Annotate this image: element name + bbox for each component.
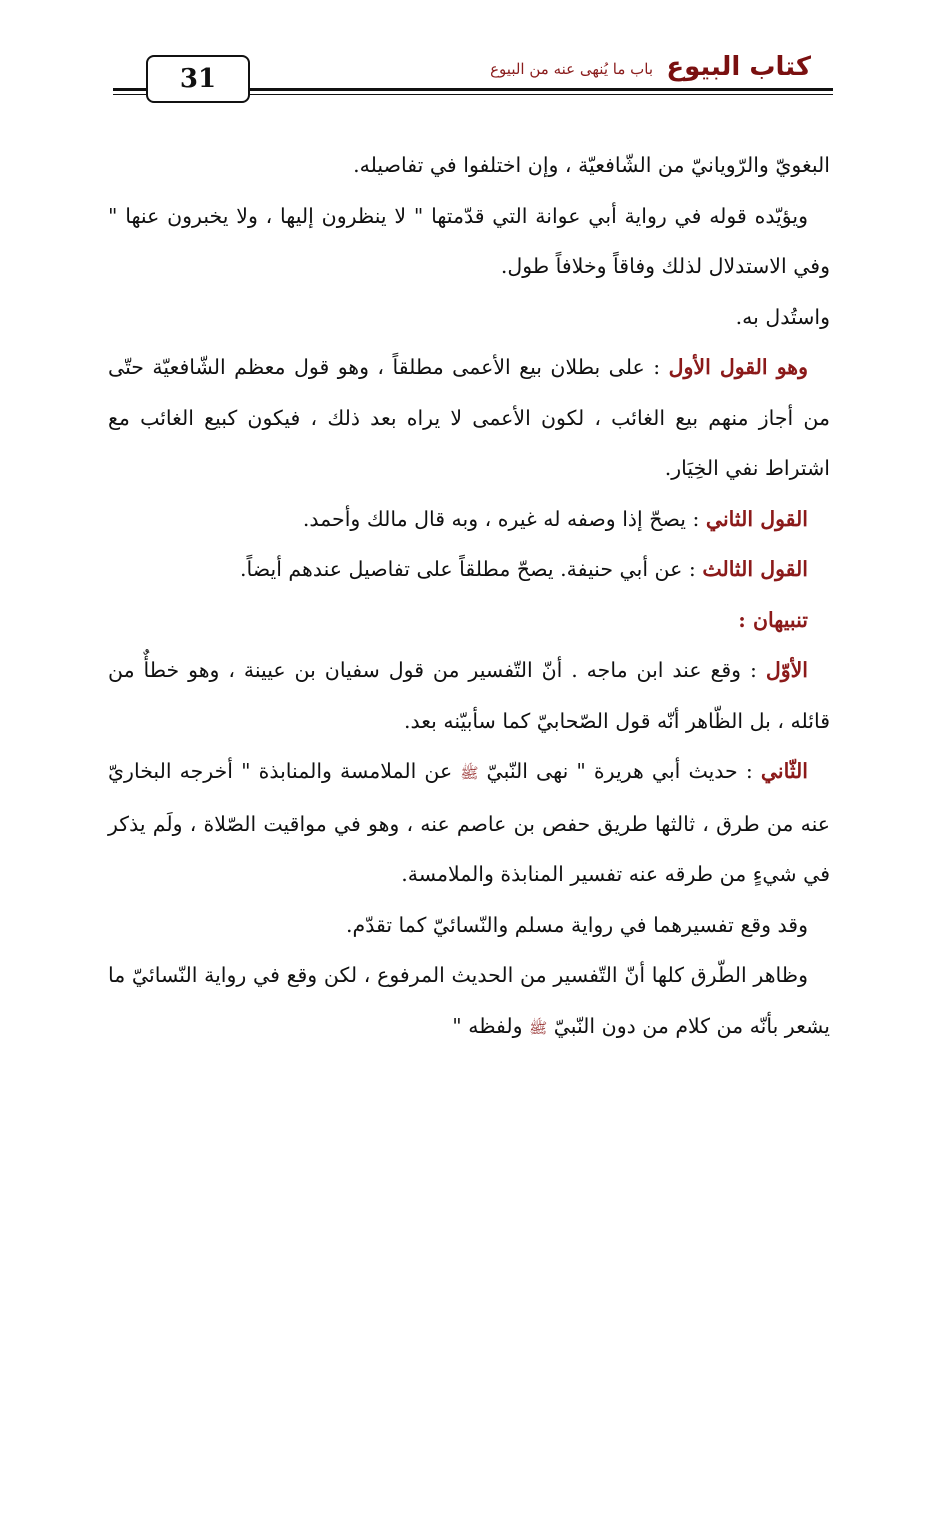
section-heading: تنبيهان : [738,607,808,632]
chapter-title: باب ما يُنهى عنه من البيوع [490,60,653,78]
paragraph-1: البغويّ والرّويانيّ من الشّافعيّة ، وإن اختلفوا في تفاصيله. [353,153,830,177]
term-second-opinion: القول الثاني [705,506,808,531]
term-first-opinion: وهو القول الأول [668,355,808,379]
pbuh-glyph-2: ﷺ [529,1018,548,1037]
pbuh-glyph: ﷺ [460,764,479,782]
paragraph-4 [108,342,830,494]
paragraph-10 [108,950,830,1053]
paragraph-8-text-a: : حديث أبي هريرة " نهى النّبيّ [478,759,761,783]
paragraph-5-text: : يصحّ إذا وصفه له غيره ، وبه قال مالك وأحمد. [302,506,706,531]
paragraph-3: واستُدل به. [735,304,830,329]
page-header [113,50,833,110]
paragraph-6 [108,544,830,595]
term-second-note: الثّاني [760,759,808,783]
page-number: 31 [146,55,250,103]
paragraph-6-text: : عن أبي حنيفة. يصحّ مطلقاً على تفاصيل عندهم أيضاً. [239,557,703,581]
term-first-note: الأوّل [765,658,808,682]
paragraph-10-text-b: ولفظه " [452,1013,530,1038]
paragraph-2: ويؤيّده قوله في رواية أبي عوانة التي قدّمتها " لا ينظرون إليها ، ولا يخبرون عنها " وفي الاستدلال لذلك وفاقاً وخلافاً طول. [108,203,830,278]
book-title: كتاب البيوع [666,52,811,82]
paragraph-9: وقد وقع تفسيرهما في رواية مسلم والنّسائيّ كما تقدّم. [345,912,808,937]
paragraph-5 [108,494,830,545]
page-body [108,140,830,1053]
paragraph-8-text-b: عن الملامسة والمنابذة " أخرجه البخاريّ عنه من طرق ، ثالثها طريق حفص بن عاصم عنه ، وهو في مواقيت الصّلاة ، ولَم يذكر في شيءٍ من طرقه عنه تفسير المنابذة والملامسة. [108,759,830,886]
term-third-opinion: القول الثالث [702,557,808,581]
paragraph-10-text-a: وظاهر الطّرق كلها أنّ التّفسير من الحديث المرفوع ، لكن وقع في رواية النّسائيّ ما يشعر بأنّه من كلام من دون النّبيّ [108,963,830,1038]
paragraph-4-text: : على بطلان بيع الأعمى مطلقاً ، وهو قول معظم الشّافعيّة حتّى من أجاز منهم بيع الغائب ، لكون الأعمى لا يراه بعد ذلك ، فيكون كبيع الغائب مع اشتراط نفي الخِيَار. [108,355,830,480]
paragraph-8 [108,746,830,900]
paragraph-7-text: : وقع عند ابن ماجه . أنّ التّفسير من قول سفيان بن عيينة ، وهو خطأٌ من قائله ، بل الظّاهر أنّه قول الصّحابيّ كما سأبيّنه بعد. [108,658,830,733]
paragraph-7 [108,645,830,746]
